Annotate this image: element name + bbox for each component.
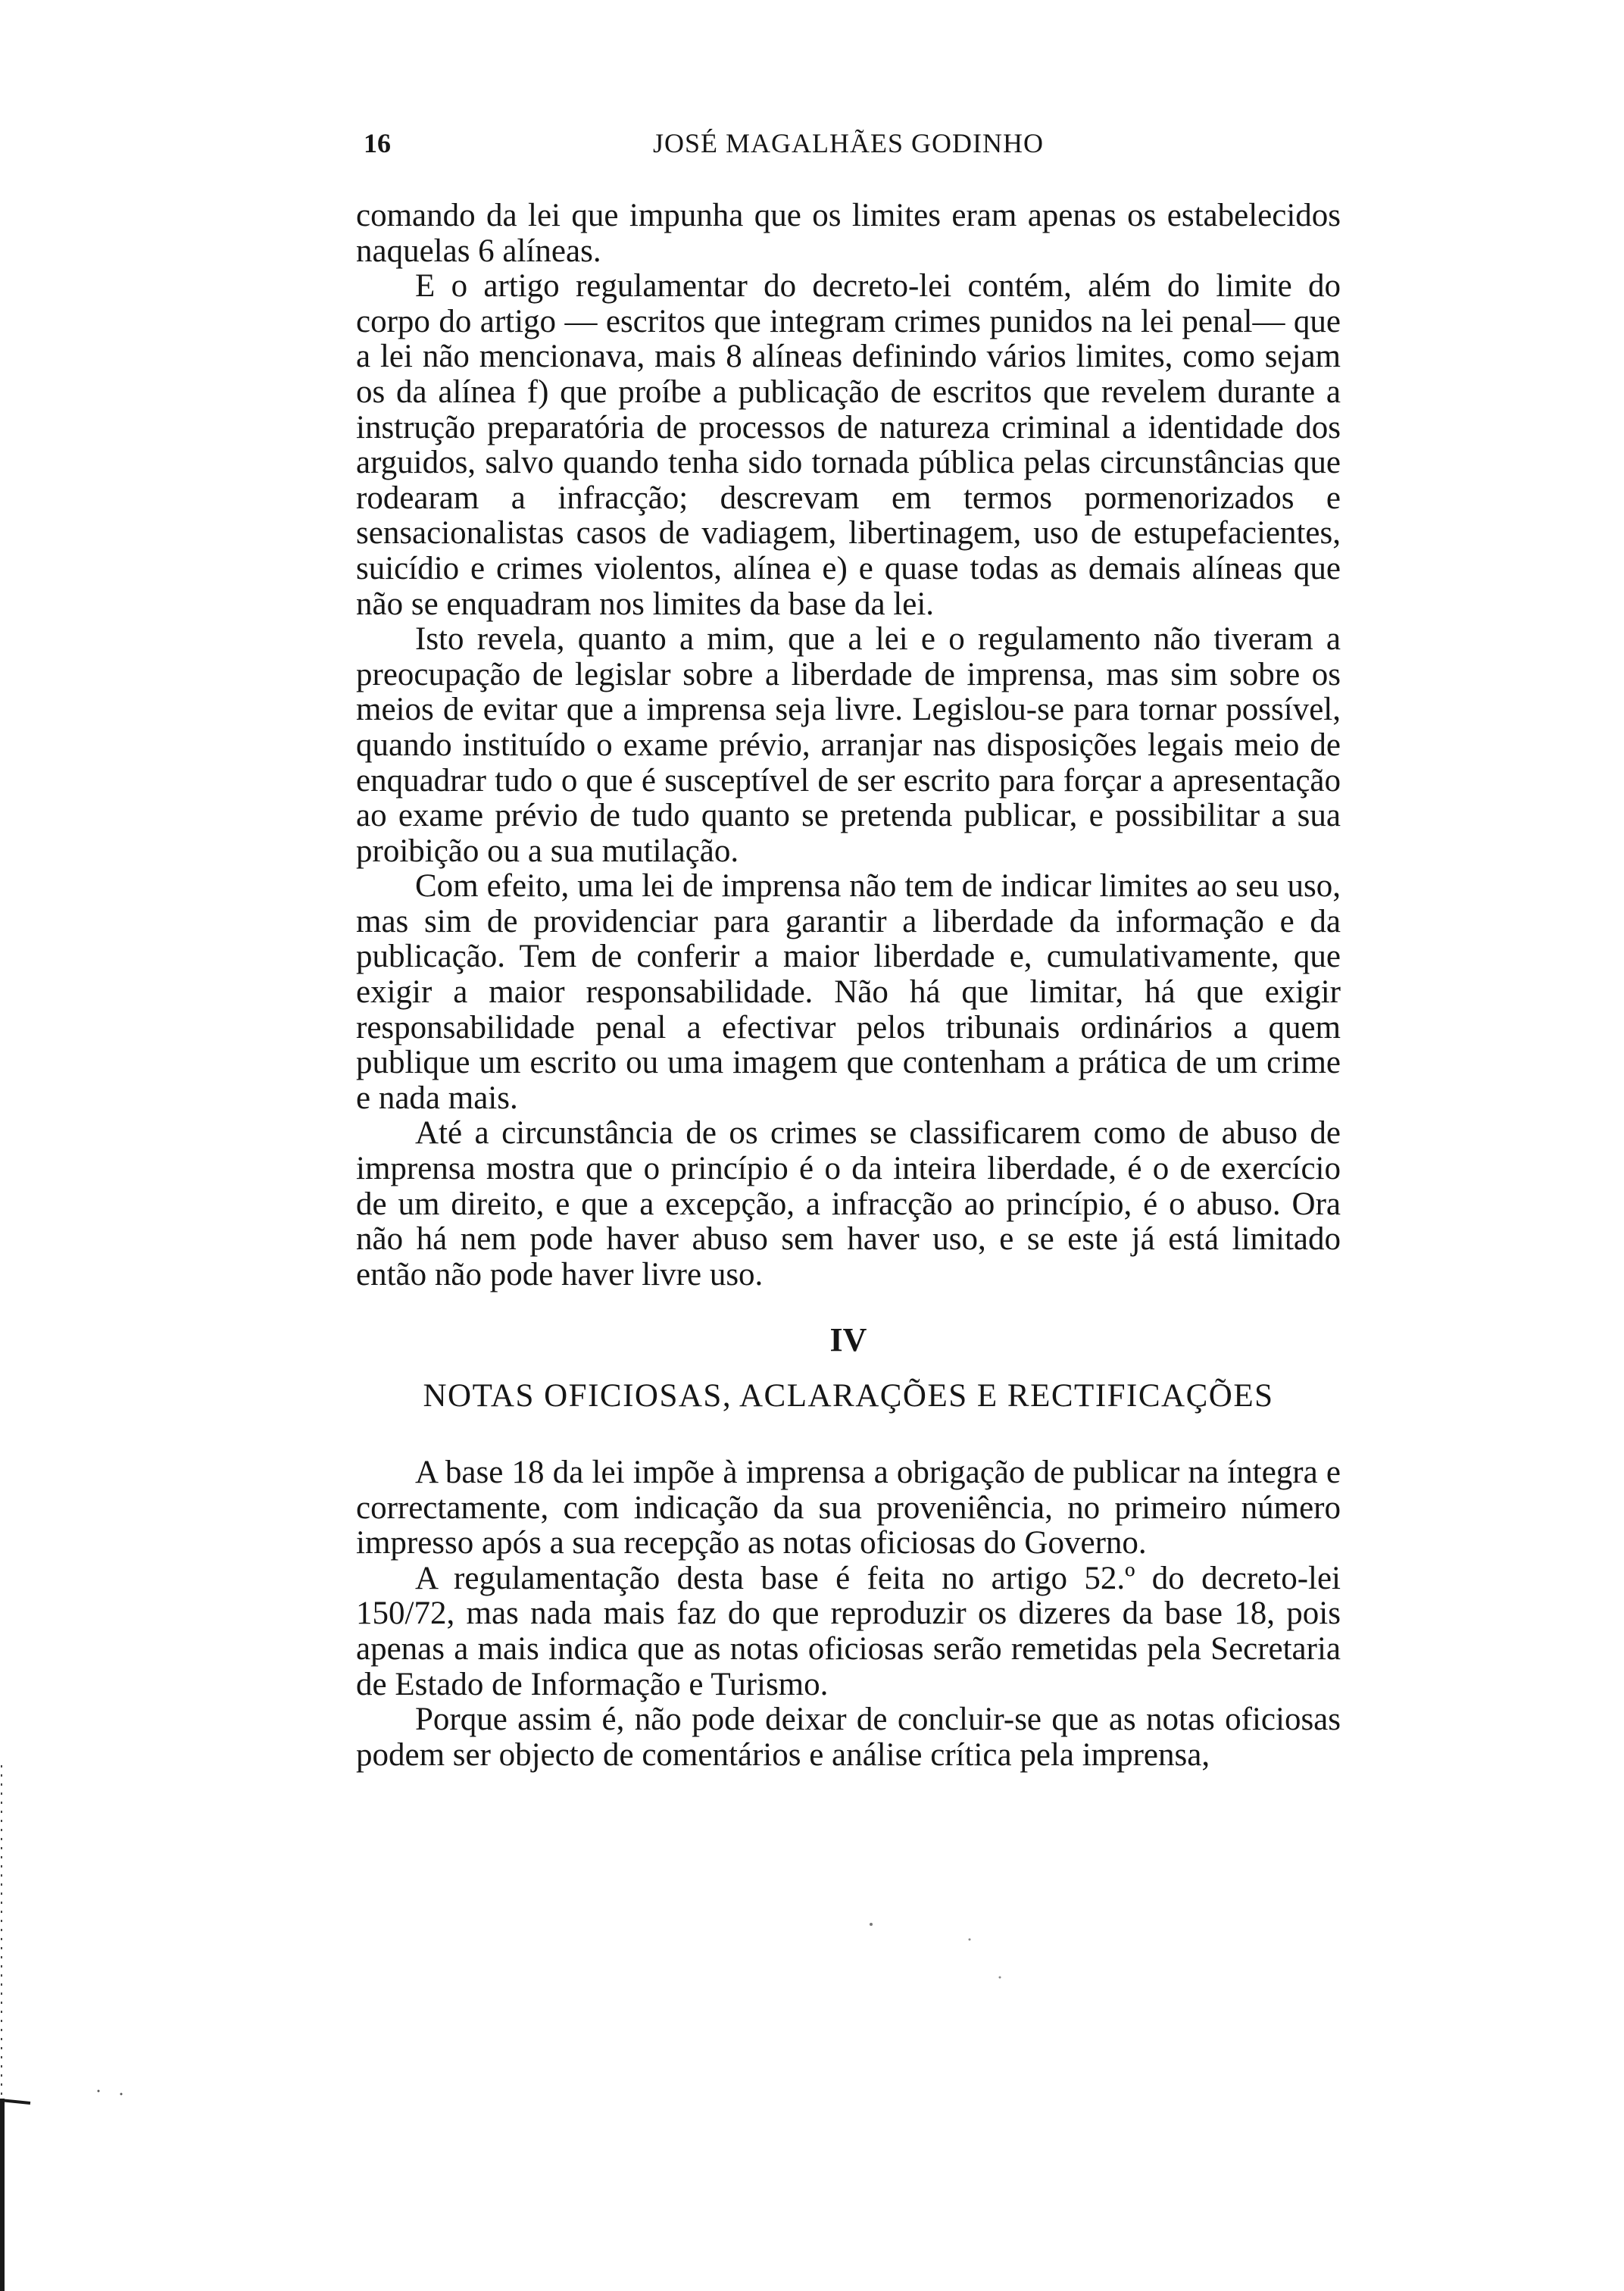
body-text-before [356, 198, 1341, 1292]
paragraph: Com efeito, uma lei de imprensa não tem de indicar limites ao seu uso, mas sim de providenciar para garantir a liberdade da informação e da publicação. Tem de conferir a maior liberdade e, cumulativamente, que exigir a maior responsabilidade. Não há que limitar, há que exigir responsabilidade penal a efectivar pelos tribunais ordinários a quem publique um escrito ou uma imagem que contenham a prática de um crime e nada mais. [356, 868, 1341, 1116]
chapter-number: IV [829, 1321, 867, 1358]
chapter-title: NOTAS OFICIOSAS, ACLARAÇÕES E RECTIFICAÇÕES [423, 1378, 1274, 1414]
paragraph: Porque assim é, não pode deixar de concluir-se que as notas oficiosas podem ser objecto de comentários e análise crítica pela imprensa, [356, 1702, 1341, 1773]
page-header [364, 127, 1333, 173]
paragraph: Até a circunstância de os crimes se classificarem como de abuso de imprensa mostra que o princípio é o da inteira liberdade, é o de exercício de um direito, e que a excepção, a infracção ao princípio, é o abuso. Ora não há nem pode haver abuso sem haver uso, e se este já está limitado então não pode haver livre uso. [356, 1115, 1341, 1292]
paragraph: comando da lei que impunha que os limites eram apenas os estabelecidos naquelas 6 alíneas. [356, 198, 1341, 269]
paragraph: A base 18 da lei impõe à imprensa a obrigação de publicar na íntegra e correctamente, com indicação da sua proveniência, no primeiro número impresso após a sua recepção as notas oficiosas do Governo. [356, 1455, 1341, 1561]
scan-margin-artifact [0, 1765, 45, 2291]
running-head: JOSÉ MAGALHÃES GODINHO [653, 128, 1044, 158]
paragraph: A regulamentação desta base é feita no artigo 52.º do decreto-lei 150/72, mas nada mais faz do que reproduzir os dizeres da base 18, pois apenas a mais indica que as notas oficiosas serão remetidas pela Secretaria de Estado de Informação e Turismo. [356, 1560, 1341, 1702]
body-text-after [356, 1455, 1341, 1773]
paragraph: E o artigo regulamentar do decreto-lei contém, além do limite do corpo do artigo — escritos que integram crimes punidos na lei penal— que a lei não mencionava, mais 8 alíneas definindo vários limites, como sejam os da alínea f) que proíbe a publicação de escritos que revelem durante a instrução preparatória de processos de natureza criminal a identidade dos arguidos, salvo quando tenha sido tornada pública pelas circunstâncias que rodearam a infracção; descrevam em termos pormenorizados e sensacionalistas casos de vadiagem, libertinagem, uso de estupefacientes, suicídio e crimes violentos, alínea e) e quase todas as demais alíneas que não se enquadram nos limites da base da lei. [356, 268, 1341, 622]
paragraph: Isto revela, quanto a mim, que a lei e o regulamento não tiveram a preocupação de legislar sobre a liberdade de imprensa, mas sim sobre os meios de evitar que a imprensa seja livre. Legislou-se para tornar possível, quando instituído o exame prévio, arranjar nas disposições legais meio de enquadrar tudo o que é susceptível de ser escrito para forçar a apresentação ao exame prévio de tudo quanto se pretenda publicar, e possibilitar a sua proibição ou a sua mutilação. [356, 621, 1341, 869]
page-number: 16 [364, 128, 391, 158]
